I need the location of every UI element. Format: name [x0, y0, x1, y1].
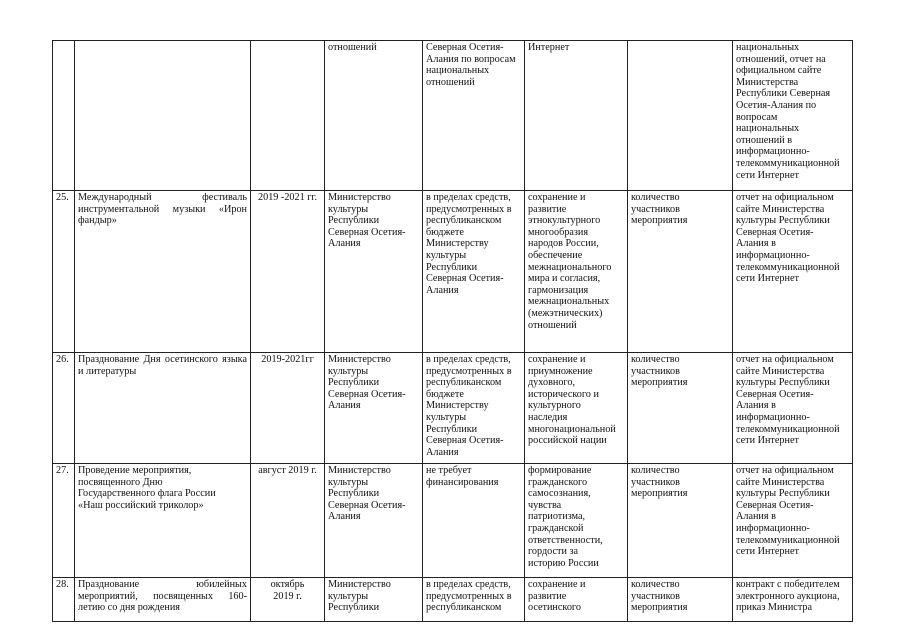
event-report: отчет на официальном сайте Министерства культуры Республики Северная Осетия- Алания в информационно- телекоммуникационной сети Интернет — [733, 191, 853, 353]
events-plan-table — [52, 40, 853, 622]
event-indicator: количество участников мероприятия — [628, 353, 733, 464]
table-row — [53, 353, 853, 464]
event-name: Международный фестиваль инструментальной музыки «Ирон фандыр» — [75, 191, 251, 353]
event-indicator: количество участников мероприятия — [628, 464, 733, 578]
event-goal: сохранение и развитие осетинского — [525, 578, 628, 622]
event-goal: сохранение и развитие этнокультурного многообразия народов России, обеспечение межнационального мира и согласия, гармонизация межнациональных (межэтнических) отношений — [525, 191, 628, 353]
event-executor: отношений — [325, 41, 423, 191]
event-name: Проведение мероприятия, посвященного Дню Государственного флага России «Наш российский триколор» — [75, 464, 251, 578]
event-goal: сохранение и приумножение духовного, исторического и культурного наследия многонациональной российской нации — [525, 353, 628, 464]
event-period — [251, 41, 325, 191]
event-period: 2019 -2021 гг. — [251, 191, 325, 353]
row-number: 28. — [53, 578, 75, 622]
event-executor: Министерство культуры Республики Северная Осетия- Алания — [325, 464, 423, 578]
event-name: Празднование Дня осетинского языка и литературы — [75, 353, 251, 464]
event-executor: Министерство культуры Республики Северная Осетия- Алания — [325, 191, 423, 353]
event-report: отчет на официальном сайте Министерства культуры Республики Северная Осетия- Алания в информационно- телекоммуникационной сети Интернет — [733, 464, 853, 578]
row-number: 27. — [53, 464, 75, 578]
event-period: 2019-2021гг — [251, 353, 325, 464]
event-indicator — [628, 41, 733, 191]
event-funding: в пределах средств, предусмотренных в республиканском бюджете Министерству культуры Республики Северная Осетия- Алания — [423, 191, 525, 353]
table-row — [53, 191, 853, 353]
row-number: 25. — [53, 191, 75, 353]
event-period: август 2019 г. — [251, 464, 325, 578]
table-row — [53, 464, 853, 578]
table-row — [53, 578, 853, 622]
event-name — [75, 41, 251, 191]
event-report: контракт с победителем электронного аукциона, приказ Министра — [733, 578, 853, 622]
event-indicator: количество участников мероприятия — [628, 191, 733, 353]
event-funding: в пределах средств, предусмотренных в республиканском бюджете Министерству культуры Республики Северная Осетия- Алания — [423, 353, 525, 464]
document-page — [52, 40, 852, 622]
event-report: национальных отношений, отчет на официальном сайте Министерства Республики Северная Осетия-Алания по вопросам национальных отношений в информационно- телекоммуникационной сети Интернет — [733, 41, 853, 191]
event-report: отчет на официальном сайте Министерства культуры Республики Северная Осетия- Алания в информационно- телекоммуникационной сети Интернет — [733, 353, 853, 464]
event-funding: в пределах средств, предусмотренных в республиканском — [423, 578, 525, 622]
table-row — [53, 41, 853, 191]
row-number — [53, 41, 75, 191]
event-goal: Интернет — [525, 41, 628, 191]
event-period: октябрь 2019 г. — [251, 578, 325, 622]
event-funding: не требует финансирования — [423, 464, 525, 578]
event-funding: Северная Осетия- Алания по вопросам национальных отношений — [423, 41, 525, 191]
row-number: 26. — [53, 353, 75, 464]
event-executor: Министерство культуры Республики Северная Осетия- Алания — [325, 353, 423, 464]
event-indicator: количество участников мероприятия — [628, 578, 733, 622]
event-executor: Министерство культуры Республики — [325, 578, 423, 622]
event-name: Празднование юбилейных мероприятий, посвященных 160-летию со дня рождения — [75, 578, 251, 622]
event-goal: формирование гражданского самосознания, чувства патриотизма, гражданской ответственности, гордости за историю России — [525, 464, 628, 578]
